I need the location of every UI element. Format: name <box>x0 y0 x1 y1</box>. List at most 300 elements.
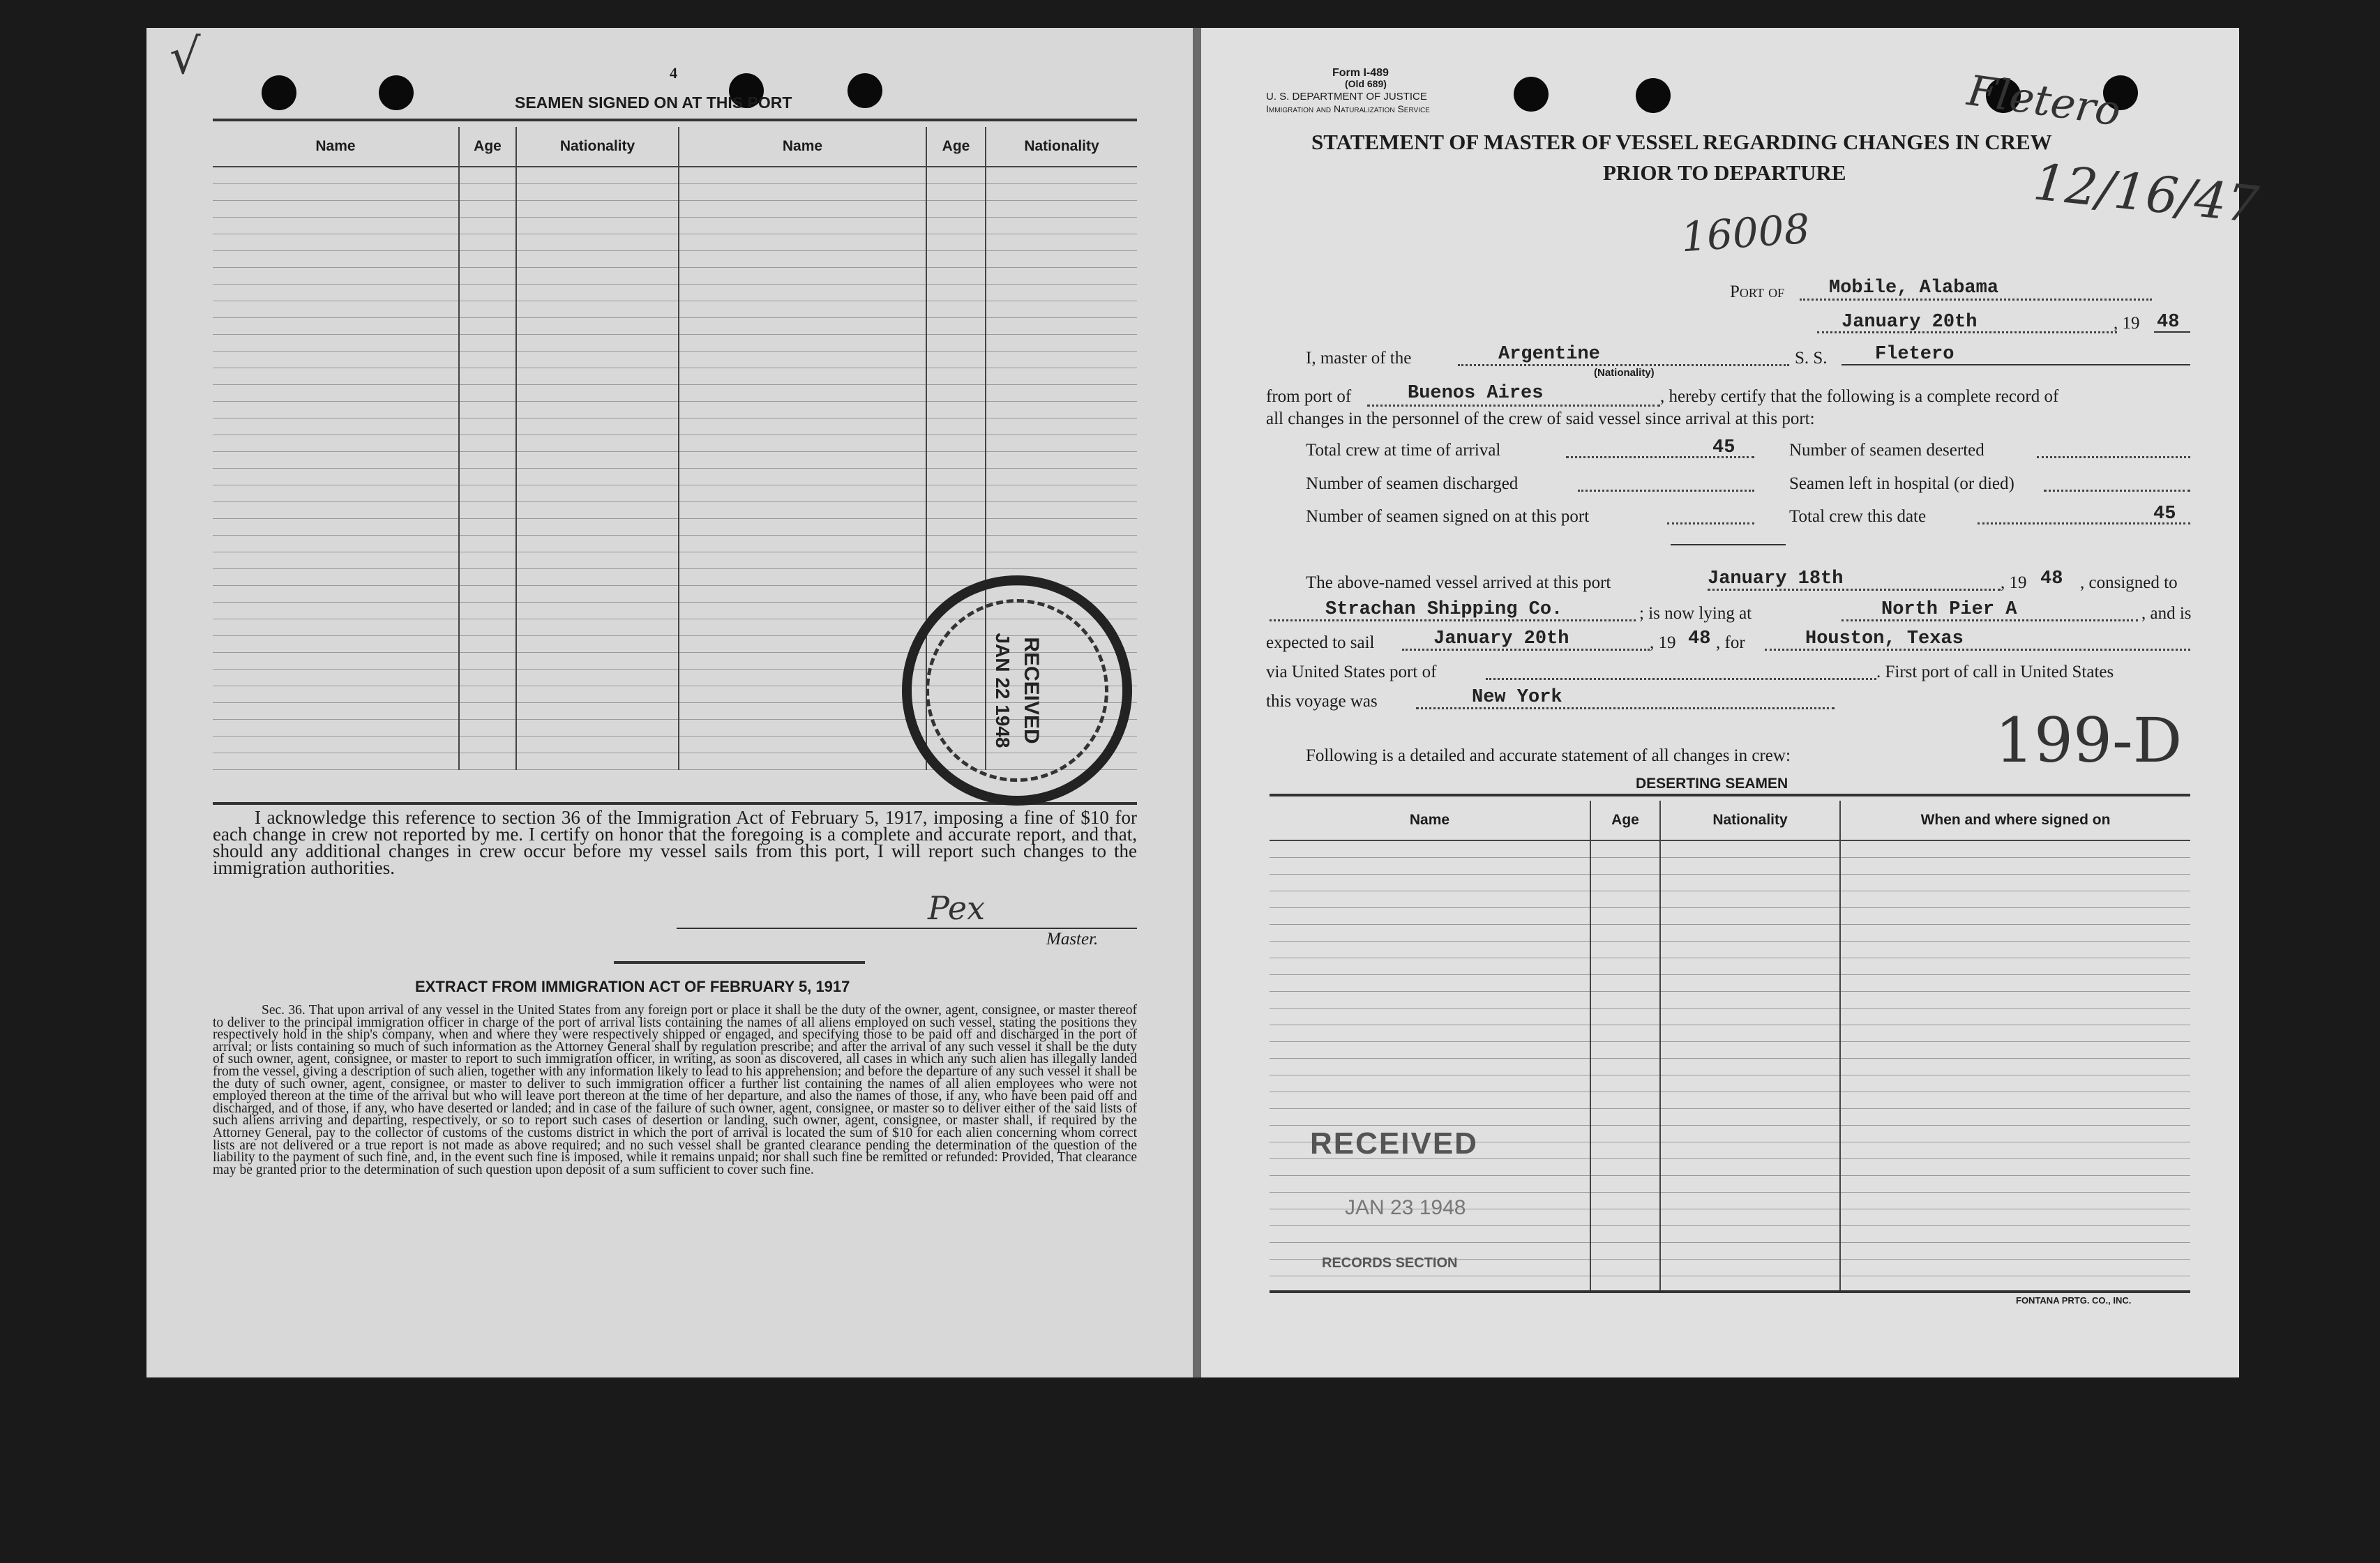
table-cell <box>459 485 516 502</box>
table-cell <box>986 218 1137 234</box>
column-header: Age <box>926 127 986 167</box>
table-cell <box>459 435 516 452</box>
table-cell <box>679 368 926 385</box>
table-cell <box>1590 1009 1660 1025</box>
table-cell <box>213 737 459 753</box>
table-cell <box>459 536 516 552</box>
table-cell <box>1660 875 1840 891</box>
acknowledgement-text: I acknowledge this reference to section 36 of the Immigration Act of February 5, 1917, imposing a fine of $10 for each change in crew not reported by me. I certify on honor that the foregoing is a complete and accurate report, and that, should any additional changes in crew occur before my vessel sails from this port, I will report such changes to the immigration authorities. <box>213 807 1137 878</box>
table-cell <box>1270 942 1590 958</box>
table-cell <box>1660 1075 1840 1092</box>
table-cell <box>1270 875 1590 891</box>
ship-name-value: Fletero <box>1875 344 1955 365</box>
table-row <box>213 251 1137 268</box>
table-cell <box>1590 925 1660 942</box>
table-cell <box>1590 875 1660 891</box>
table-cell <box>516 218 679 234</box>
table-cell <box>1270 925 1590 942</box>
page-number: 4 <box>670 64 677 82</box>
table-cell <box>679 485 926 502</box>
table-cell <box>1590 992 1660 1009</box>
following-text: Following is a detailed and accurate statement of all changes in crew: <box>1306 746 1791 765</box>
table-cell <box>679 720 926 737</box>
table-cell <box>986 352 1137 368</box>
table-cell <box>1590 891 1660 908</box>
table-cell <box>1660 891 1840 908</box>
table-cell <box>1840 1193 2190 1209</box>
table-cell <box>213 452 459 469</box>
table-row <box>213 485 1137 502</box>
handwritten-number: 16008 <box>1679 204 1812 262</box>
table-cell <box>986 485 1137 502</box>
table-cell <box>213 184 459 201</box>
table-cell <box>213 569 459 586</box>
table-cell <box>1270 858 1590 875</box>
table-cell <box>1660 1226 1840 1243</box>
table-cell <box>213 368 459 385</box>
table-cell <box>516 435 679 452</box>
table-cell <box>986 251 1137 268</box>
table-cell <box>459 703 516 720</box>
column-header: Nationality <box>986 127 1137 167</box>
table-cell <box>1270 1109 1590 1126</box>
table-cell <box>516 201 679 218</box>
lying-at-value: North Pier A <box>1881 599 2017 620</box>
total-crew-date-value: 45 <box>2153 504 2176 524</box>
table-cell <box>926 418 986 435</box>
table-cell <box>1660 1009 1840 1025</box>
table-cell <box>459 636 516 653</box>
column-header: Name <box>1270 801 1590 840</box>
table-row <box>1270 992 2190 1009</box>
hospital-label: Seamen left in hospital (or died) <box>1789 474 2014 493</box>
table-cell <box>516 670 679 686</box>
table-cell <box>213 318 459 335</box>
table-cell <box>1840 858 2190 875</box>
table-cell <box>1840 1243 2190 1260</box>
table-cell <box>1590 942 1660 958</box>
from-port-value: Buenos Aires <box>1408 383 1544 404</box>
table-cell <box>516 402 679 418</box>
table-cell <box>926 318 986 335</box>
table-cell <box>516 737 679 753</box>
table-cell <box>679 619 926 636</box>
table-row <box>1270 840 2190 858</box>
table-cell <box>926 519 986 536</box>
table-cell <box>1660 1042 1840 1059</box>
master-label: Master. <box>1046 930 1099 949</box>
table-cell <box>1590 1226 1660 1243</box>
table-cell <box>679 469 926 485</box>
table-row <box>213 368 1137 385</box>
table-cell <box>1840 1059 2190 1075</box>
table-cell <box>1270 992 1590 1009</box>
table-cell <box>213 385 459 402</box>
table-row <box>1270 908 2190 925</box>
table-cell <box>679 218 926 234</box>
table-cell <box>459 502 516 519</box>
table-cell <box>986 452 1137 469</box>
table-cell <box>459 603 516 619</box>
column-header: Age <box>459 127 516 167</box>
table-cell <box>516 586 679 603</box>
service: Immigration and Naturalization Service <box>1266 103 1430 114</box>
table-cell <box>213 402 459 418</box>
table-cell <box>926 201 986 218</box>
table-cell <box>986 469 1137 485</box>
table-cell <box>1840 942 2190 958</box>
table-cell <box>926 385 986 402</box>
table-cell <box>1660 1109 1840 1126</box>
table-cell <box>1590 1176 1660 1193</box>
table-cell <box>1840 975 2190 992</box>
table-cell <box>986 536 1137 552</box>
table-cell <box>516 167 679 184</box>
table-cell <box>679 268 926 285</box>
table-cell <box>986 402 1137 418</box>
table-cell <box>459 619 516 636</box>
table-cell <box>679 251 926 268</box>
table-cell <box>1840 891 2190 908</box>
table-cell <box>516 452 679 469</box>
column-header: Nationality <box>516 127 679 167</box>
table-cell <box>679 536 926 552</box>
table-cell <box>926 536 986 552</box>
arrived-date-value: January 18th <box>1708 568 1844 589</box>
table-cell <box>459 569 516 586</box>
table-row <box>213 167 1137 184</box>
table-cell <box>516 268 679 285</box>
table-cell <box>213 586 459 603</box>
table-cell <box>1270 1025 1590 1042</box>
column-header: Nationality <box>1660 801 1840 840</box>
table-cell <box>459 418 516 435</box>
table-cell <box>1590 840 1660 858</box>
table-row <box>1270 925 2190 942</box>
table-cell <box>926 285 986 301</box>
table-cell <box>516 234 679 251</box>
table-row <box>1270 858 2190 875</box>
form-title-line2: PRIOR TO DEPARTURE <box>1603 160 1846 185</box>
table-cell <box>1660 1209 1840 1226</box>
table-cell <box>1270 1226 1590 1243</box>
table-cell <box>1590 975 1660 992</box>
table-cell <box>926 218 986 234</box>
table-row <box>213 402 1137 418</box>
table-cell <box>516 502 679 519</box>
table-cell <box>516 519 679 536</box>
table-cell <box>213 435 459 452</box>
table-cell <box>1590 1059 1660 1075</box>
table-cell <box>459 737 516 753</box>
via-label: via United States port of <box>1266 663 1437 681</box>
table-cell <box>1590 1092 1660 1109</box>
page-fold <box>1193 28 1201 1377</box>
table-cell <box>213 686 459 703</box>
table-cell <box>459 335 516 352</box>
table-cell <box>679 301 926 318</box>
table-cell <box>986 301 1137 318</box>
table-cell <box>1590 1025 1660 1042</box>
column-header: Age <box>1590 801 1660 840</box>
table-row <box>213 301 1137 318</box>
table-cell <box>213 335 459 352</box>
table-cell <box>986 552 1137 569</box>
table-cell <box>986 519 1137 536</box>
table-row <box>213 318 1137 335</box>
table-cell <box>926 234 986 251</box>
table-cell <box>1660 1142 1840 1159</box>
table-cell <box>986 318 1137 335</box>
deserting-title: DESERTING SEAMEN <box>1636 776 1788 792</box>
table-cell <box>213 301 459 318</box>
table-cell <box>213 670 459 686</box>
table-row <box>213 234 1137 251</box>
consigned-label: , consigned to <box>2080 573 2178 592</box>
stamp-text: RECEIVED <box>1020 637 1043 744</box>
table-cell <box>679 234 926 251</box>
table-cell <box>1590 858 1660 875</box>
table-cell <box>1590 958 1660 975</box>
table-cell <box>213 552 459 569</box>
table-row <box>213 469 1137 485</box>
handwritten-code: 199-D <box>1995 704 2183 776</box>
table-cell <box>1840 840 2190 858</box>
table-row <box>1270 1009 2190 1025</box>
table-cell <box>679 167 926 184</box>
table-cell <box>1590 1243 1660 1260</box>
table-cell <box>679 737 926 753</box>
table-cell <box>459 352 516 368</box>
table-cell <box>213 753 459 770</box>
total-crew-arrival-value: 45 <box>1712 437 1735 458</box>
table-cell <box>679 452 926 469</box>
table-cell <box>459 753 516 770</box>
table-cell <box>1840 1092 2190 1109</box>
table-cell <box>1270 840 1590 858</box>
table-cell <box>516 536 679 552</box>
table-cell <box>1840 1126 2190 1142</box>
table-cell <box>213 167 459 184</box>
table-cell <box>986 435 1137 452</box>
old-form-number: (Old 689) <box>1345 78 1387 89</box>
voyage-label: this voyage was <box>1266 692 1378 711</box>
table-row <box>213 519 1137 536</box>
table-cell <box>1660 1193 1840 1209</box>
table-cell <box>1590 1075 1660 1092</box>
nationality-caption: (Nationality) <box>1594 367 1655 379</box>
table-cell <box>926 402 986 418</box>
table-cell <box>1270 1042 1590 1059</box>
table-cell <box>459 469 516 485</box>
checkmark: √ <box>170 28 201 85</box>
table-cell <box>516 552 679 569</box>
table-cell <box>516 251 679 268</box>
date-value: January 20th <box>1842 312 1978 333</box>
table-cell <box>213 251 459 268</box>
table-cell <box>459 670 516 686</box>
table-cell <box>926 251 986 268</box>
table-cell <box>459 552 516 569</box>
table-row <box>213 418 1137 435</box>
table-cell <box>679 586 926 603</box>
table-cell <box>1590 1109 1660 1126</box>
table-cell <box>1840 1042 2190 1059</box>
table-cell <box>516 385 679 402</box>
table-cell <box>986 234 1137 251</box>
table-cell <box>516 418 679 435</box>
table-cell <box>1590 1042 1660 1059</box>
table-cell <box>679 402 926 418</box>
table-cell <box>1270 891 1590 908</box>
table-cell <box>926 335 986 352</box>
table-row <box>213 268 1137 285</box>
table-cell <box>1270 1159 1590 1176</box>
table-cell <box>213 485 459 502</box>
table-cell <box>986 285 1137 301</box>
table-cell <box>459 586 516 603</box>
table-row <box>1270 1092 2190 1109</box>
table-row <box>1270 975 2190 992</box>
table-cell <box>1270 1092 1590 1109</box>
punch-hole <box>379 75 414 110</box>
extract-title: EXTRACT FROM IMMIGRATION ACT OF FEBRUARY 5, 1917 <box>415 978 850 995</box>
table-row <box>1270 1159 2190 1176</box>
table-cell <box>459 201 516 218</box>
punch-hole <box>1514 77 1549 112</box>
received-stamp-office: RECORDS SECTION <box>1322 1255 1458 1271</box>
table-cell <box>986 418 1137 435</box>
table-cell <box>679 569 926 586</box>
table-cell <box>1660 1025 1840 1042</box>
table-cell <box>986 335 1137 352</box>
table-cell <box>1840 875 2190 891</box>
table-cell <box>926 301 986 318</box>
table-cell <box>516 720 679 737</box>
table-cell <box>516 753 679 770</box>
received-stamp <box>902 575 1132 806</box>
table-cell <box>1660 925 1840 942</box>
and-is-label: , and is <box>2141 604 2192 623</box>
table-cell <box>1840 1142 2190 1159</box>
table-cell <box>516 469 679 485</box>
table-cell <box>926 502 986 519</box>
table-cell <box>1590 1260 1660 1276</box>
table-cell <box>213 201 459 218</box>
table-cell <box>1590 1126 1660 1142</box>
table-cell <box>213 519 459 536</box>
table-cell <box>213 218 459 234</box>
table-row <box>213 385 1137 402</box>
table-cell <box>516 703 679 720</box>
table-cell <box>926 435 986 452</box>
arrived-label: The above-named vessel arrived at this port <box>1306 573 1611 592</box>
table-cell <box>213 469 459 485</box>
table-cell <box>459 519 516 536</box>
table-cell <box>459 218 516 234</box>
table-cell <box>516 368 679 385</box>
punch-hole <box>262 75 296 110</box>
stamp-date: JAN 22 1948 <box>992 633 1014 748</box>
table-cell <box>459 184 516 201</box>
table-cell <box>459 318 516 335</box>
table-cell <box>1660 840 1840 858</box>
form-number: Form I-489 <box>1332 67 1389 79</box>
table-row <box>213 502 1137 519</box>
table-cell <box>1840 1226 2190 1243</box>
discharged-label: Number of seamen discharged <box>1306 474 1519 493</box>
table-row <box>213 218 1137 234</box>
table-cell <box>986 502 1137 519</box>
table-cell <box>986 268 1137 285</box>
table-cell <box>1270 975 1590 992</box>
table-cell <box>516 352 679 368</box>
printer-credit: FONTANA PRTG. CO., INC. <box>2016 1295 2132 1306</box>
port-of-label: Port of <box>1730 282 1785 301</box>
table-cell <box>516 653 679 670</box>
table-cell <box>1660 992 1840 1009</box>
table-cell <box>1590 1209 1660 1226</box>
table-cell <box>679 552 926 569</box>
port-of-value: Mobile, Alabama <box>1829 278 1999 299</box>
table-cell <box>679 686 926 703</box>
table-cell <box>1660 1092 1840 1109</box>
destination-value: Houston, Texas <box>1805 628 1964 649</box>
table-row <box>1270 958 2190 975</box>
table-row <box>1270 1059 2190 1075</box>
table-row <box>213 184 1137 201</box>
first-port-value: New York <box>1472 687 1562 708</box>
table-cell <box>679 184 926 201</box>
table-row <box>213 552 1137 569</box>
table-cell <box>679 603 926 619</box>
column-header: Name <box>213 127 459 167</box>
table-cell <box>1840 925 2190 942</box>
table-cell <box>1840 1260 2190 1276</box>
handwritten-date: 12/16/47 <box>2031 152 2261 234</box>
table-cell <box>1660 1176 1840 1193</box>
table-row <box>213 335 1137 352</box>
table-cell <box>926 167 986 184</box>
table-cell <box>213 703 459 720</box>
table-cell <box>986 385 1137 402</box>
table-cell <box>1660 1260 1840 1276</box>
table-cell <box>679 418 926 435</box>
total-crew-arrival-label: Total crew at time of arrival <box>1306 441 1501 460</box>
table-cell <box>213 352 459 368</box>
table-cell <box>679 636 926 653</box>
table-cell <box>679 653 926 670</box>
table-cell <box>1660 1159 1840 1176</box>
table-cell <box>1840 1009 2190 1025</box>
table-cell <box>986 201 1137 218</box>
punch-hole <box>848 73 882 108</box>
table-row <box>1270 875 2190 891</box>
table-cell <box>459 234 516 251</box>
table-cell <box>459 368 516 385</box>
punch-hole <box>1636 78 1671 113</box>
table-cell <box>459 285 516 301</box>
table-cell <box>213 268 459 285</box>
table-cell <box>459 251 516 268</box>
table-cell <box>459 452 516 469</box>
table-cell <box>926 368 986 385</box>
table-row <box>1270 1109 2190 1126</box>
table-row <box>1270 1226 2190 1243</box>
table-cell <box>1660 1126 1840 1142</box>
table-cell <box>1660 958 1840 975</box>
table-cell <box>926 352 986 368</box>
